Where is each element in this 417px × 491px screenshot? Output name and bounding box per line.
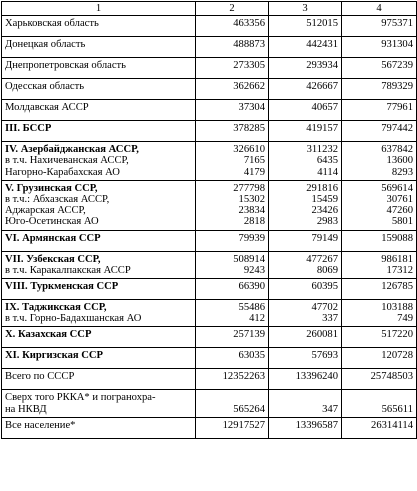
table-row xyxy=(2,417,417,438)
value-cell-c3 xyxy=(269,142,342,181)
value-line: 13396240 xyxy=(295,371,338,383)
region-name-cell xyxy=(2,251,196,278)
table-row xyxy=(2,100,417,121)
table-row xyxy=(2,390,417,417)
value-line: 63035 xyxy=(238,350,265,362)
region-name-cell xyxy=(2,121,196,142)
value-cell-c3 xyxy=(269,16,342,37)
value-line: 77961 xyxy=(386,102,413,114)
column-number-row xyxy=(2,2,417,16)
value-cell-c2 xyxy=(196,417,269,438)
value-line: 9243 xyxy=(243,264,265,276)
value-line: 23834 xyxy=(238,205,265,217)
value-line: 797442 xyxy=(381,123,413,135)
value-line: 463356 xyxy=(233,18,265,30)
value-line: 79149 xyxy=(311,232,338,244)
value-line: 326610 xyxy=(233,144,265,156)
region-name-line: VII. Узбекская ССР, xyxy=(5,253,101,265)
value-line: 126785 xyxy=(381,281,413,293)
table-row xyxy=(2,251,417,278)
region-name-cell xyxy=(2,417,196,438)
value-line: 789329 xyxy=(381,81,413,93)
table-row xyxy=(2,180,417,230)
region-name-line: на НКВД xyxy=(5,403,47,415)
value-cell-c3 xyxy=(269,417,342,438)
value-line: 311232 xyxy=(306,144,338,156)
value-cell-c4 xyxy=(342,37,417,58)
value-cell-c3 xyxy=(269,327,342,348)
region-name-line: Донецкая область xyxy=(5,39,86,51)
region-name-cell xyxy=(2,230,196,251)
table-row xyxy=(2,300,417,327)
value-line: 931304 xyxy=(381,39,413,51)
value-cell-c2 xyxy=(196,16,269,37)
region-name-line: Юго-Осетинская АО xyxy=(5,216,99,228)
value-cell-c2 xyxy=(196,279,269,300)
table-row xyxy=(2,79,417,100)
value-line: 565611 xyxy=(381,403,413,415)
column-header-4: 4 xyxy=(342,2,417,16)
table-row xyxy=(2,369,417,390)
value-cell-c3 xyxy=(269,390,342,417)
region-name-cell xyxy=(2,142,196,181)
table-row xyxy=(2,230,417,251)
value-line: 12917527 xyxy=(222,419,265,431)
value-line: 347 xyxy=(322,403,338,415)
region-name-line: в т.ч.: Абхазская АССР, xyxy=(5,194,110,206)
region-name-line: Днепропетровская область xyxy=(5,60,127,72)
value-line: 419157 xyxy=(306,123,338,135)
value-line: 26314114 xyxy=(371,419,413,431)
value-cell-c2 xyxy=(196,369,269,390)
table-row xyxy=(2,279,417,300)
table-row xyxy=(2,58,417,79)
value-line: 488873 xyxy=(233,39,265,51)
region-name-cell xyxy=(2,369,196,390)
value-cell-c3 xyxy=(269,58,342,79)
value-line: 7165 xyxy=(243,155,265,167)
value-line: 508914 xyxy=(233,253,265,265)
value-cell-c4 xyxy=(342,16,417,37)
region-name-line: Сверх того РККА* и погранохра- xyxy=(5,392,156,404)
region-name-cell xyxy=(2,390,196,417)
value-cell-c2 xyxy=(196,251,269,278)
value-cell-c3 xyxy=(269,279,342,300)
region-name-line: IV. Азербайджанская АССР, xyxy=(5,144,139,156)
value-line: 569614 xyxy=(381,182,413,194)
value-line: 426667 xyxy=(306,81,338,93)
value-cell-c3 xyxy=(269,230,342,251)
value-line: 66390 xyxy=(238,281,265,293)
value-cell-c3 xyxy=(269,79,342,100)
value-line: 12352263 xyxy=(222,371,265,383)
region-name-cell xyxy=(2,300,196,327)
value-cell-c2 xyxy=(196,180,269,230)
region-name-line: Харьковская область xyxy=(5,18,99,30)
value-line: 47702 xyxy=(311,302,338,314)
region-name-line: VI. Армянская ССР xyxy=(5,232,101,244)
column-header-1: 1 xyxy=(2,2,196,16)
table-row xyxy=(2,121,417,142)
value-line: 257139 xyxy=(233,329,265,341)
value-cell-c2 xyxy=(196,121,269,142)
region-name-cell xyxy=(2,79,196,100)
region-name-line: V. Грузинская ССР, xyxy=(5,182,98,194)
value-cell-c2 xyxy=(196,142,269,181)
value-line: 15302 xyxy=(238,194,265,206)
value-cell-c2 xyxy=(196,100,269,121)
value-cell-c4 xyxy=(342,251,417,278)
value-line: 159088 xyxy=(381,232,413,244)
value-cell-c2 xyxy=(196,348,269,369)
value-line: 337 xyxy=(322,313,338,325)
value-cell-c4 xyxy=(342,417,417,438)
value-line: 79939 xyxy=(238,232,265,244)
region-name-cell xyxy=(2,37,196,58)
region-name-line: VIII. Туркменская ССР xyxy=(5,281,119,293)
table-row xyxy=(2,16,417,37)
region-name-line: в т.ч. Горно-Бадахшанская АО xyxy=(5,313,142,325)
value-cell-c2 xyxy=(196,58,269,79)
value-line: 23426 xyxy=(311,205,338,217)
column-header-3: 3 xyxy=(269,2,342,16)
value-cell-c4 xyxy=(342,230,417,251)
value-line: 277798 xyxy=(233,182,265,194)
table-row xyxy=(2,348,417,369)
value-cell-c4 xyxy=(342,390,417,417)
region-name-cell xyxy=(2,348,196,369)
value-line: 412 xyxy=(249,313,265,325)
value-cell-c4 xyxy=(342,180,417,230)
value-line: 5801 xyxy=(391,216,413,228)
value-line: 291816 xyxy=(306,182,338,194)
value-cell-c4 xyxy=(342,100,417,121)
value-line: 517220 xyxy=(381,329,413,341)
value-line xyxy=(199,392,265,403)
value-cell-c3 xyxy=(269,251,342,278)
value-line: 637842 xyxy=(381,144,413,156)
region-name-line: в т.ч. Каракалпакская АССР xyxy=(5,264,131,276)
region-name-cell xyxy=(2,327,196,348)
value-cell-c4 xyxy=(342,300,417,327)
value-line: 103188 xyxy=(381,302,413,314)
value-line: 57693 xyxy=(311,350,338,362)
value-cell-c2 xyxy=(196,230,269,251)
value-line: 30761 xyxy=(386,194,413,206)
value-line: 60395 xyxy=(311,281,338,293)
table-row xyxy=(2,327,417,348)
value-line: 512015 xyxy=(306,18,338,30)
value-line: 362662 xyxy=(233,81,265,93)
value-line: 260081 xyxy=(306,329,338,341)
value-cell-c2 xyxy=(196,390,269,417)
value-cell-c4 xyxy=(342,327,417,348)
region-name-line: Аджарская АССР, xyxy=(5,205,86,217)
value-line: 13600 xyxy=(386,155,413,167)
region-name-line: III. БССР xyxy=(5,123,52,135)
value-line: 17312 xyxy=(386,264,413,276)
value-line: 4114 xyxy=(317,166,338,178)
value-line: 120728 xyxy=(381,350,413,362)
value-line: 442431 xyxy=(306,39,338,51)
value-line xyxy=(272,392,338,403)
value-line: 378285 xyxy=(233,123,265,135)
value-cell-c4 xyxy=(342,142,417,181)
value-line: 975371 xyxy=(381,18,413,30)
value-line: 55486 xyxy=(238,302,265,314)
region-name-line: Нагорно-Карабахская АО xyxy=(5,166,120,178)
column-header-2: 2 xyxy=(196,2,269,16)
table-row xyxy=(2,37,417,58)
value-line: 986181 xyxy=(381,253,413,265)
table-row xyxy=(2,142,417,181)
value-line: 293934 xyxy=(306,60,338,72)
value-cell-c4 xyxy=(342,79,417,100)
value-cell-c4 xyxy=(342,121,417,142)
value-cell-c4 xyxy=(342,58,417,79)
value-cell-c4 xyxy=(342,279,417,300)
value-cell-c2 xyxy=(196,37,269,58)
value-line: 15459 xyxy=(311,194,338,206)
value-cell-c2 xyxy=(196,79,269,100)
table-body xyxy=(2,2,417,439)
region-name-line: IX. Таджикская ССР, xyxy=(5,302,107,314)
value-line: 567239 xyxy=(381,60,413,72)
value-line: 4179 xyxy=(243,166,265,178)
value-cell-c3 xyxy=(269,180,342,230)
value-cell-c4 xyxy=(342,369,417,390)
value-cell-c2 xyxy=(196,300,269,327)
region-name-line: Всего по СССР xyxy=(5,371,75,383)
region-name-cell xyxy=(2,58,196,79)
region-name-line: Одесская область xyxy=(5,81,85,93)
value-cell-c3 xyxy=(269,300,342,327)
region-name-line: Молдавская АССР xyxy=(5,102,89,114)
value-line: 13396587 xyxy=(295,419,338,431)
value-cell-c3 xyxy=(269,37,342,58)
value-cell-c3 xyxy=(269,348,342,369)
region-name-line: в т.ч. Нахичеванская АССР, xyxy=(5,155,129,167)
value-line: 2983 xyxy=(316,216,338,228)
region-name-cell xyxy=(2,16,196,37)
value-line xyxy=(345,392,413,403)
value-line: 2818 xyxy=(243,216,265,228)
value-line: 749 xyxy=(397,313,413,325)
value-line: 37304 xyxy=(238,102,265,114)
value-line: 25748503 xyxy=(370,371,413,383)
value-cell-c3 xyxy=(269,121,342,142)
value-line: 47260 xyxy=(386,205,413,217)
value-line: 8293 xyxy=(391,166,413,178)
population-table xyxy=(1,1,417,439)
value-line: 40657 xyxy=(311,102,338,114)
value-cell-c2 xyxy=(196,327,269,348)
region-name-line: X. Казахская ССР xyxy=(5,329,92,341)
value-line: 477267 xyxy=(306,253,338,265)
region-name-cell xyxy=(2,180,196,230)
value-line: 8069 xyxy=(316,264,338,276)
value-line: 565264 xyxy=(233,403,265,415)
region-name-line: Все население* xyxy=(5,419,76,431)
value-line: 273305 xyxy=(233,60,265,72)
value-cell-c3 xyxy=(269,100,342,121)
region-name-cell xyxy=(2,279,196,300)
value-cell-c3 xyxy=(269,369,342,390)
region-name-cell xyxy=(2,100,196,121)
value-line: 6435 xyxy=(316,155,338,167)
value-cell-c4 xyxy=(342,348,417,369)
region-name-line: XI. Киргизская ССР xyxy=(5,350,104,362)
